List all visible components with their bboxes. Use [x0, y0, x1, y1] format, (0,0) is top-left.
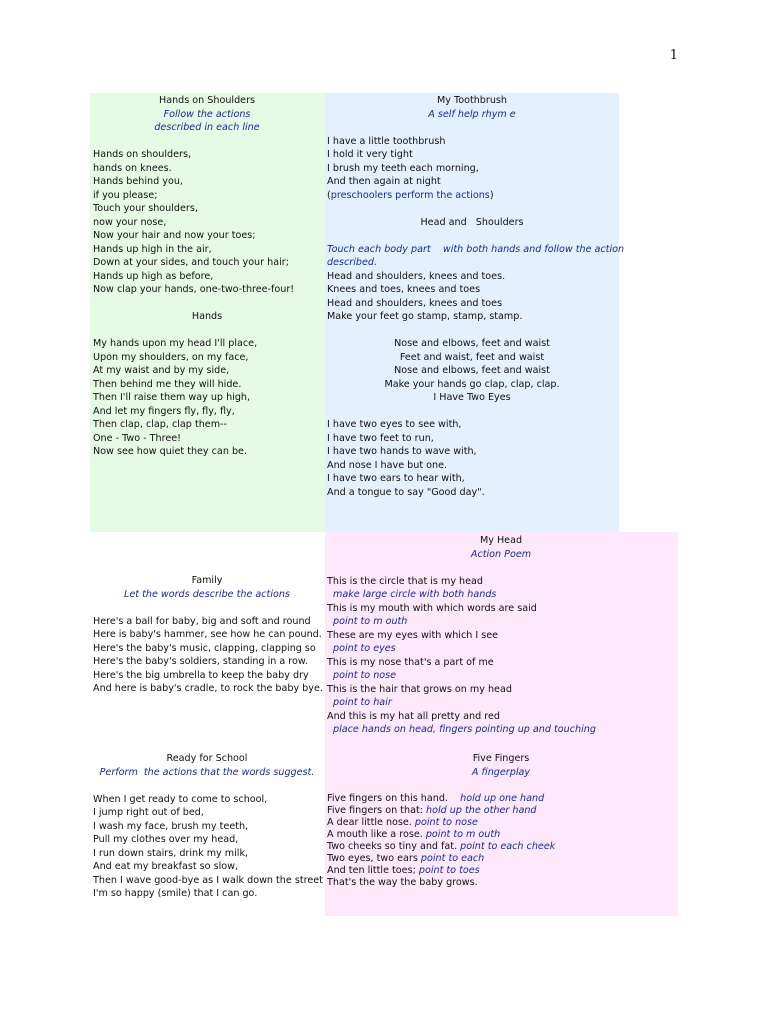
- poem-line: I have two feet to run,: [327, 432, 434, 444]
- poem-action: make large circle with both hands: [333, 589, 497, 600]
- poem-line: I run down stairs, drink my milk,: [93, 847, 249, 859]
- line-text: Two cheeks so tiny and fat.: [327, 840, 461, 852]
- poem-line: Here's a ball for baby, big and soft and round: [93, 615, 311, 627]
- poem-title: My Head: [479, 535, 523, 546]
- poem-my-head: [327, 534, 675, 737]
- poem-note: [327, 189, 617, 203]
- note-text: preschoolers perform the actions: [330, 189, 490, 201]
- poem-line: Nose and elbows, feet and waist: [394, 365, 550, 376]
- line-text: That's the way the baby grows.: [327, 876, 478, 888]
- poem-line: [327, 865, 675, 877]
- line-action: point to each: [420, 852, 485, 864]
- poem-line: I'm so happy (smile) that I can go.: [93, 888, 258, 899]
- poem-line: hands on knees.: [93, 162, 172, 174]
- poem-subtitle: Perform the actions that the words suggest.: [99, 766, 315, 778]
- poem-title: Ready for School: [166, 753, 248, 764]
- line-action: point to m outh: [425, 828, 501, 840]
- poem-line: [327, 829, 675, 841]
- poem-line: Then I wave good-bye as I walk down the street: [93, 874, 323, 886]
- line-text: A dear little nose.: [327, 816, 415, 828]
- poem-line: Here's the baby's soldiers, standing in a row.: [93, 656, 308, 667]
- poem-subtitle: Follow the actions: [163, 108, 251, 120]
- poem-line: And a tongue to say "Good day".: [327, 486, 485, 498]
- poem-line: This is the circle that is my head: [327, 575, 483, 587]
- poem-line: Here is baby's hammer, see how he can pound.: [93, 629, 322, 640]
- poem-line: This is my nose that's a part of me: [327, 656, 494, 668]
- poem-line: Here's the baby's music, clapping, clapping so: [93, 642, 316, 654]
- poem-title: I Have Two Eyes: [433, 392, 511, 403]
- poem-action: place hands on head, fingers pointing up and touching: [333, 724, 596, 735]
- poem-line: Pull my clothes over my head,: [93, 834, 239, 845]
- poem-line: And here is baby's cradle, to rock the baby bye.: [93, 683, 323, 694]
- poem-line: Now clap your hands, one-two-three-four!: [93, 284, 295, 295]
- line-action: point to nose: [414, 816, 478, 828]
- poem-line: This is the hair that grows on my head: [327, 683, 512, 695]
- poem-line: [327, 805, 675, 817]
- poem-line: And eat my breakfast so slow,: [93, 861, 239, 872]
- poem-line: Now your hair and now your toes;: [93, 230, 256, 241]
- poem-my-toothbrush: [327, 94, 625, 499]
- poem-line: And then again at night: [327, 176, 441, 187]
- poem-line: if you please;: [93, 189, 158, 201]
- poem-line: I wash my face, brush my teeth,: [93, 820, 249, 832]
- line-action: point to toes: [418, 864, 480, 876]
- line-action: hold up one hand: [460, 792, 545, 804]
- poem-line: now your nose,: [93, 216, 167, 228]
- poem-line: And let my fingers fly, fly, fly,: [93, 405, 235, 417]
- paren: (: [327, 189, 331, 201]
- poem-action: point to eyes: [333, 643, 396, 654]
- poem-instruction: described.: [327, 257, 378, 268]
- poem-line: At my waist and by my side,: [93, 365, 230, 376]
- poem-line: My hands upon my head I'll place,: [93, 338, 258, 349]
- poem-line: This is my mouth with which words are said: [327, 602, 537, 614]
- poem-line: Knees and toes, knees and toes: [327, 284, 481, 295]
- poem-line: Make your feet go stamp, stamp, stamp.: [327, 311, 523, 322]
- poem-line: Head and shoulders, knees and toes: [327, 297, 503, 309]
- poem-title: Head and Shoulders: [420, 216, 524, 228]
- poem-line: I hold it very tight: [327, 149, 413, 160]
- poem-subtitle: Action Poem: [470, 548, 532, 560]
- poem-line: [327, 853, 675, 865]
- poem-subtitle: A self help rhym e: [428, 108, 516, 120]
- poem-subtitle: described in each line: [154, 122, 260, 133]
- poem-family: [93, 574, 321, 696]
- poem-line: And nose I have but one.: [327, 459, 448, 471]
- poem-title: My Toothbrush: [436, 95, 507, 106]
- poem-title: Hands on Shoulders: [158, 95, 256, 106]
- line-text: Five fingers on that:: [327, 804, 426, 816]
- poem-title: Family: [191, 575, 223, 586]
- poem-line: Then behind me they will hide.: [93, 378, 242, 390]
- poem-line: [327, 817, 675, 829]
- poem-line: Upon my shoulders, on my face,: [93, 351, 249, 363]
- poem-instruction: Touch each body part with both hands and follow the action: [327, 243, 625, 255]
- line-action: hold up the other hand: [426, 804, 537, 816]
- poem-line: Feet and waist, feet and waist: [399, 351, 545, 363]
- poem-line: I have two eyes to see with,: [327, 419, 462, 430]
- poem-subtitle: A fingerplay: [471, 766, 531, 778]
- poem-line: Hands on shoulders,: [93, 149, 191, 160]
- poem-line: I brush my teeth each morning,: [327, 162, 479, 174]
- poem-line: And this is my hat all pretty and red: [327, 710, 500, 722]
- poem-five-fingers: [327, 752, 675, 889]
- line-action: point to each cheek: [460, 840, 556, 852]
- poem-line: Now see how quiet they can be.: [93, 446, 247, 457]
- line-text: Two eyes, two ears: [327, 852, 421, 864]
- poem-action: point to hair: [333, 697, 392, 708]
- poem-action: point to m outh: [333, 616, 408, 627]
- poem-line: These are my eyes with which I see: [327, 629, 499, 641]
- poem-line: Hands up high in the air,: [93, 243, 212, 255]
- poem-hands-on-shoulders: [93, 94, 321, 459]
- line-text: A mouth like a rose.: [327, 828, 426, 840]
- poem-line: Hands up high as before,: [93, 270, 214, 282]
- poem-line: [327, 877, 675, 889]
- poem-line: Head and shoulders, knees and toes.: [327, 270, 506, 282]
- poem-line: When I get ready to come to school,: [93, 793, 268, 805]
- poem-line: Down at your sides, and touch your hair;: [93, 257, 289, 268]
- poem-line: Hands behind you,: [93, 176, 183, 187]
- line-text: Five fingers on this hand.: [327, 792, 461, 804]
- poem-line: Touch your shoulders,: [93, 203, 198, 214]
- poem-title: Hands: [191, 311, 223, 322]
- poem-line: Make your hands go clap, clap, clap.: [384, 378, 560, 390]
- poem-line: Then I'll raise them way up high,: [93, 392, 251, 403]
- poem-line: Then clap, clap, clap them--: [93, 419, 227, 430]
- poem-line: I have a little toothbrush: [327, 135, 446, 147]
- poem-action: point to nose: [333, 670, 397, 681]
- poem-line: Nose and elbows, feet and waist: [394, 338, 550, 349]
- paren: ): [489, 189, 494, 201]
- poem-line: I have two ears to hear with,: [327, 473, 465, 484]
- poem-line: [327, 841, 675, 853]
- poem-ready-for-school: [93, 752, 321, 901]
- poem-line: I jump right out of bed,: [93, 807, 204, 818]
- poem-line: [327, 793, 675, 805]
- poem-line: I have two hands to wave with,: [327, 446, 477, 457]
- line-text: And ten little toes;: [327, 864, 419, 876]
- page-number: 1: [669, 48, 678, 63]
- poem-line: Here's the big umbrella to keep the baby dry: [93, 669, 309, 681]
- poem-line: One - Two - Three!: [93, 432, 181, 444]
- poem-title: Five Fingers: [472, 753, 530, 764]
- poem-subtitle: Let the words describe the actions: [124, 588, 290, 600]
